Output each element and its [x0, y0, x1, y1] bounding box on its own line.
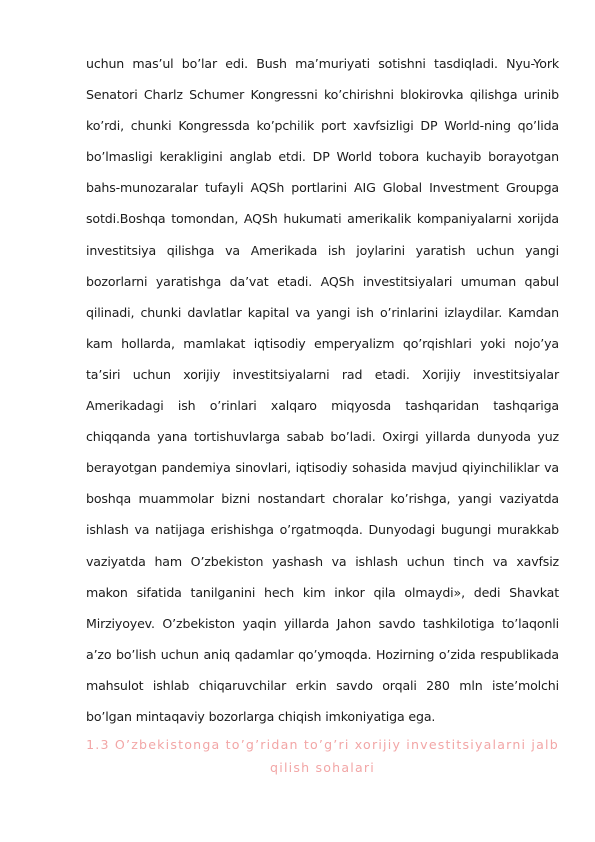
body-paragraph: uchun mas’ul bo’lar edi. Bush ma’muriyati sotishni tasdiqladi. Nyu-York Senatori Charlz Schumer Kongressni ko’chirishni blokirovka qilishga urinib ko’rdi, chunki Kongressda ko’pchilik port xavfsizligi DP World-ning qo’lida bo’lmasligi kerakligini anglab etdi. DP World tobora kuchayib borayotgan bahs-munozaralar tufayli AQSh portlarini AIG Global Investment Groupga sotdi.Boshqa tomondan, AQSh hukumati amerikalik kompaniyalarni xorijda investitsiya qilishga va Amerikada ish joylarini yaratish uchun yangi bozorlarni yaratishga da’vat etadi. AQSh investitsiyalari umuman qabul qilinadi, chunki davlatlar kapital va yangi ish o’rinlarini izlaydilar. Kamdan kam hollarda, mamlakat iqtisodiy emperyalizm qo’rqishlari yoki nojo’ya ta’siri uchun xorijiy investitsiyalarni rad etadi. Xorijiy investitsiyalar Amerikadagi ish o’rinlari xalqaro miqyosda tashqaridan tashqariga chiqqanda yana tortishuvlarga sabab bo’ladi. Oxirgi yillarda dunyoda yuz berayotgan pandemiya sinovlari, iqtisodiy sohasida mavjud qiyinchiliklar va boshqa muammolar bizni nostandart choralar ko’rishga, yangi vaziyatda ishlash va natijaga erishishga o’rgatmoqda. Dunyodagi bugungi murakkab vaziyatda ham O’zbekiston yashash va ishlash uchun tinch va xavfsiz makon sifatida tanilganini hech kim inkor qila olmaydi», dedi Shavkat Mirziyoyev. O’zbekiston yaqin yillarda Jahon savdo tashkilotiga to’laqonli a’zo bo’lish uchun aniq qadamlar qo’ymoqda. Hozirning o’zida respublikada mahsulot ishlab chiqaruvchilar erkin savdo orqali 280 mln iste’molchi bo’lgan mintaqaviy bozorlarga chiqish imkoniyatiga ega.: [86, 56, 559, 724]
document-page: [86, 48, 559, 779]
section-heading: 1.3 O’zbekistonga to’g’ridan to’g’ri xorijiy investitsiyalarni jalb qilish sohalari: [86, 737, 559, 776]
